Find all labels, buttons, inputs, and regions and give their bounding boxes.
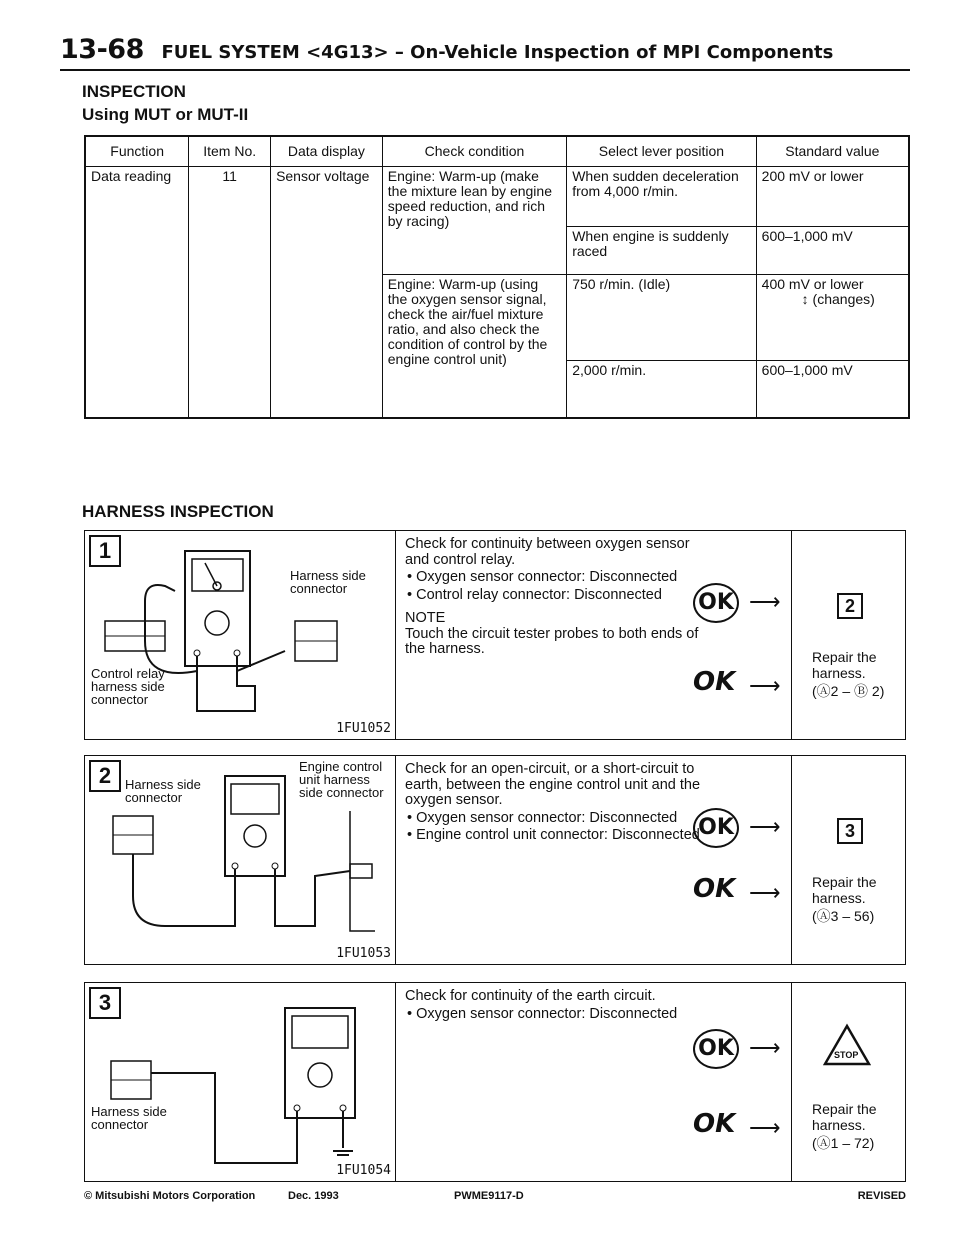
list-item: • Engine control unit connector: Disconnected	[405, 828, 705, 844]
not-ok-badge: OK	[693, 874, 736, 904]
cell-std-1: 200 mV or lower	[756, 166, 909, 226]
cell-condition-2: Engine: Warm-up (using the oxygen sensor signal, check the air/fuel mixture ratio, and also check the condition of control by the engine control unit)	[382, 274, 566, 418]
harness-step-1	[84, 530, 906, 740]
arrow-right-icon: ⟶	[749, 1115, 781, 1140]
step-2-result	[791, 756, 907, 964]
step-3-figure	[85, 983, 396, 1181]
step-3-result	[791, 983, 907, 1181]
list-item: • Oxygen sensor connector: Disconnected	[405, 811, 705, 827]
harness-side-label: Harness side connector	[290, 568, 366, 596]
list-item: • Control relay connector: Disconnected	[405, 588, 705, 604]
note-text: Touch the circuit tester probes to both ends of the harness.	[405, 625, 699, 657]
step-1-text: Check for continuity between oxygen sensor and control relay.	[405, 536, 690, 568]
figure-number: 1FU1053	[336, 946, 391, 961]
table-header-row	[85, 136, 909, 166]
col-function: Function	[85, 136, 189, 166]
std-3-value: 400 mV or lower	[761, 275, 864, 292]
repair-text: Repair the harness.	[812, 874, 877, 906]
figure-number: 1FU1052	[336, 721, 391, 736]
not-ok-badge: OK	[693, 667, 736, 697]
repair-ref: (Ⓐ2 – Ⓑ 2)	[812, 683, 885, 699]
arrow-right-icon: ⟶	[749, 880, 781, 905]
cell-lever-2: When engine is suddenly raced	[567, 226, 756, 274]
step-3-bullets	[405, 1007, 705, 1023]
section-subheading: Using MUT or MUT-II	[82, 105, 249, 124]
step-number: 2	[89, 760, 121, 792]
repair-ref: (Ⓐ3 – 56)	[812, 908, 875, 924]
next-step-box: 3	[837, 818, 863, 844]
arrow-right-icon: ⟶	[749, 1035, 781, 1060]
step-3-instructions	[405, 989, 705, 1022]
step-number: 3	[89, 987, 121, 1019]
step-2-text: Check for an open-circuit, or a short-circuit to earth, between the engine control unit and the oxygen sensor.	[405, 761, 701, 808]
col-check-condition: Check condition	[382, 136, 566, 166]
step-1-instructions	[405, 537, 705, 658]
cell-lever-1: When sudden deceleration from 4,000 r/min.	[567, 166, 756, 226]
footer-status: REVISED	[857, 1190, 906, 1202]
cell-data-display: Sensor voltage	[271, 166, 383, 418]
page-number: 13-68	[60, 34, 144, 65]
tester-diagram-1	[85, 531, 395, 739]
tester-diagram-3	[85, 983, 395, 1181]
section-heading-inspection: INSPECTION	[82, 82, 186, 101]
step-1-bullets	[405, 570, 705, 603]
stop-icon	[823, 1023, 871, 1067]
arrow-right-icon: ⟶	[749, 673, 781, 698]
col-standard-value: Standard value	[756, 136, 909, 166]
page-title: FUEL SYSTEM <4G13> – On-Vehicle Inspection of MPI Components	[161, 42, 834, 63]
step-number: 1	[89, 535, 121, 567]
cell-std-2: 600–1,000 mV	[756, 226, 909, 274]
col-item-no: Item No.	[189, 136, 271, 166]
harness-step-2	[84, 755, 906, 965]
step-1-figure	[85, 531, 396, 739]
step-3-text: Check for continuity of the earth circuit.	[405, 988, 656, 1004]
note-title: NOTE	[405, 610, 446, 626]
cell-lever-3: 750 r/min. (Idle)	[567, 274, 756, 361]
cell-std-3	[756, 274, 909, 361]
not-ok-badge: OK	[693, 1109, 736, 1139]
inspection-table	[84, 135, 910, 419]
std-3-changes: ↕ (changes)	[801, 290, 875, 307]
cell-item-no: 11	[189, 166, 271, 418]
list-item: • Oxygen sensor connector: Disconnected	[405, 570, 705, 586]
footer-date: Dec. 1993	[288, 1190, 339, 1202]
arrow-right-icon: ⟶	[749, 589, 781, 614]
col-lever-position: Select lever position	[567, 136, 756, 166]
page-header	[60, 34, 910, 71]
arrow-right-icon: ⟶	[749, 814, 781, 839]
cell-condition-1: Engine: Warm-up (make the mixture lean by engine speed reduction, and rich by racing)	[382, 166, 566, 274]
step-1-result	[791, 531, 907, 739]
step-2-instructions	[405, 762, 705, 844]
cell-function: Data reading	[85, 166, 189, 418]
table-row	[85, 166, 909, 226]
next-step-box: 2	[837, 593, 863, 619]
footer-code: PWME9117-D	[454, 1190, 524, 1202]
harness-side-label: Harness side connector	[125, 777, 201, 805]
step-2-bullets	[405, 811, 705, 844]
harness-side-label: Harness side connector	[91, 1104, 167, 1132]
ok-badge: OK	[693, 808, 739, 848]
figure-number: 1FU1054	[336, 1163, 391, 1178]
ecu-harness-label: Engine control unit harness side connector	[299, 759, 384, 800]
harness-step-3	[84, 982, 906, 1182]
control-relay-label: Control relay harness side connector	[91, 666, 165, 707]
copyright: © Mitsubishi Motors Corporation	[84, 1190, 256, 1202]
section-heading-harness: HARNESS INSPECTION	[82, 502, 274, 521]
repair-text: Repair the harness.	[812, 1101, 877, 1133]
step-2-figure	[85, 756, 396, 964]
cell-std-4: 600–1,000 mV	[756, 361, 909, 419]
stop-label: STOP	[834, 1050, 859, 1060]
ok-badge: OK	[693, 583, 739, 623]
repair-ref: (Ⓐ1 – 72)	[812, 1135, 875, 1151]
cell-lever-4: 2,000 r/min.	[567, 361, 756, 419]
repair-text: Repair the harness.	[812, 649, 877, 681]
col-data-display: Data display	[271, 136, 383, 166]
list-item: • Oxygen sensor connector: Disconnected	[405, 1007, 705, 1023]
ok-badge: OK	[693, 1029, 739, 1069]
